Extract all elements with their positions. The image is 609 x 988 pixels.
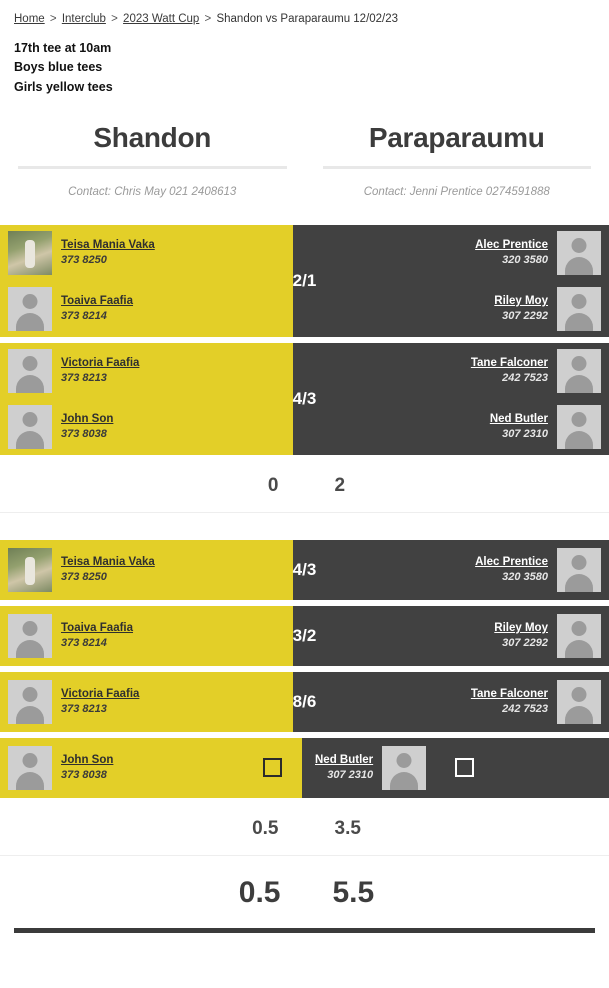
singles-subtotal (0, 804, 609, 856)
player-entry[interactable] (316, 542, 609, 598)
player-id: 373 8214 (61, 310, 107, 323)
home-pair (0, 343, 293, 455)
away-player-side (316, 606, 609, 666)
avatar (557, 680, 601, 724)
avatar (382, 746, 426, 790)
player-entry[interactable] (0, 225, 293, 281)
home-player-side (0, 606, 293, 666)
avatar (557, 287, 601, 331)
match-score: 8/6 (293, 672, 317, 732)
player-name[interactable]: Tane Falconer (470, 687, 548, 700)
player-name[interactable]: Riley Moy (494, 621, 548, 634)
grand-total-home: 0.5 (238, 875, 281, 909)
home-player-side (0, 738, 302, 798)
player-id: 320 3580 (502, 254, 548, 267)
match-row (0, 606, 609, 666)
avatar (8, 614, 52, 658)
avatar (8, 746, 52, 790)
match-score: 4/3 (293, 343, 317, 455)
player-name[interactable]: John Son (61, 753, 114, 766)
halved-checkbox[interactable] (455, 758, 474, 777)
singles-section (0, 540, 609, 856)
player-id: 373 8250 (61, 571, 107, 584)
player-name[interactable]: Riley Moy (494, 294, 548, 307)
player-entry[interactable] (316, 608, 609, 664)
player-entry[interactable] (0, 542, 293, 598)
player-name[interactable]: Victoria Faafia (61, 687, 140, 700)
singles-subtotal-home: 0.5 (252, 817, 279, 839)
breadcrumb-link-interclub[interactable]: Interclub (61, 13, 106, 25)
player-name[interactable]: Tane Falconer (470, 356, 548, 369)
breadcrumb-separator: > (111, 13, 118, 25)
away-player-side (307, 738, 609, 798)
player-name[interactable]: John Son (61, 412, 114, 425)
breadcrumb-link-home[interactable]: Home (14, 13, 45, 25)
foursomes-subtotal-home: 0 (267, 474, 279, 496)
grand-total-away: 5.5 (332, 875, 375, 909)
avatar (8, 349, 52, 393)
player-entry[interactable] (0, 399, 293, 455)
breadcrumb-separator: > (204, 13, 212, 25)
player-id: 307 2310 (502, 428, 548, 441)
away-pair (316, 343, 609, 455)
player-entry[interactable] (316, 399, 609, 455)
player-id: 242 7523 (502, 372, 548, 385)
player-id: 307 2310 (327, 769, 374, 782)
player-entry[interactable] (0, 343, 293, 399)
player-name[interactable]: Teisa Mania Vaka (61, 238, 155, 251)
match-score: 2/1 (293, 225, 317, 337)
breadcrumb-current: Shandon vs Paraparaumu 12/02/23 (216, 13, 399, 25)
avatar (557, 614, 601, 658)
breadcrumb-separator: > (49, 13, 57, 25)
away-team-contact: Contact: Jenni Prentice 0274591888 (363, 185, 550, 198)
avatar (557, 231, 601, 275)
halved-checkbox[interactable] (263, 758, 282, 777)
avatar (8, 680, 52, 724)
foursomes-subtotal (0, 461, 609, 513)
match-row (0, 343, 609, 455)
avatar (8, 548, 52, 592)
breadcrumb-link-watt-cup[interactable]: 2023 Watt Cup (123, 13, 200, 25)
player-entry[interactable] (316, 343, 609, 399)
player-id: 307 2292 (502, 310, 548, 323)
player-entry[interactable] (0, 281, 293, 337)
player-entry[interactable] (316, 674, 609, 730)
player-id: 373 8038 (61, 769, 107, 782)
match-notes (14, 39, 609, 97)
player-id: 373 8213 (61, 372, 107, 385)
breadcrumb (0, 0, 609, 25)
footer-divider (14, 928, 595, 933)
home-player-side (0, 540, 293, 600)
player-id: 320 3580 (502, 571, 548, 584)
team-headers (0, 123, 609, 198)
avatar (8, 405, 52, 449)
avatar (557, 349, 601, 393)
singles-subtotal-away: 3.5 (334, 817, 361, 839)
foursomes-subtotal-away: 2 (334, 474, 346, 496)
avatar (8, 231, 52, 275)
player-entry[interactable] (0, 674, 293, 730)
foursomes-section (0, 225, 609, 513)
player-name[interactable]: Toaiva Faafia (61, 621, 134, 634)
player-name[interactable]: Alec Prentice (475, 555, 548, 568)
match-score: 4/3 (293, 540, 317, 600)
note-line-boys-tees: Boys blue tees (14, 60, 103, 75)
home-team-name: Shandon (93, 122, 212, 154)
player-entry[interactable] (0, 608, 293, 664)
player-id: 373 8213 (61, 703, 107, 716)
player-id: 373 8250 (61, 254, 107, 267)
home-team-header (0, 123, 305, 198)
away-team-header (305, 123, 609, 198)
player-id: 373 8038 (61, 428, 107, 441)
avatar (557, 548, 601, 592)
home-pair (0, 225, 293, 337)
away-player-side (316, 672, 609, 732)
player-name[interactable]: Ned Butler (489, 412, 548, 425)
player-name[interactable]: Ned Butler (315, 753, 374, 766)
match-row (0, 540, 609, 600)
player-entry[interactable] (0, 740, 121, 796)
player-id: 242 7523 (502, 703, 548, 716)
home-team-contact: Contact: Chris May 021 2408613 (68, 185, 237, 198)
player-name[interactable]: Toaiva Faafia (61, 294, 134, 307)
match-row (0, 672, 609, 732)
grand-total-row (0, 862, 609, 928)
player-entry[interactable] (307, 740, 434, 796)
player-name[interactable]: Victoria Faafia (61, 356, 140, 369)
away-team-name: Paraparaumu (368, 122, 545, 154)
player-entry[interactable] (316, 281, 609, 337)
avatar (8, 287, 52, 331)
player-id: 373 8214 (61, 637, 107, 650)
match-row-halved (0, 738, 609, 798)
away-halved-checkbox-cell (434, 758, 494, 777)
home-halved-checkbox-cell (242, 758, 302, 777)
player-name[interactable]: Alec Prentice (475, 238, 548, 251)
player-id: 307 2292 (502, 637, 548, 650)
away-pair (316, 225, 609, 337)
player-entry[interactable] (316, 225, 609, 281)
note-line-girls-tees: Girls yellow tees (14, 79, 113, 94)
note-line-tee-time: 17th tee at 10am (14, 41, 112, 55)
match-score: 3/2 (293, 606, 317, 666)
match-row (0, 225, 609, 337)
avatar (557, 405, 601, 449)
home-player-side (0, 672, 293, 732)
player-name[interactable]: Teisa Mania Vaka (61, 555, 155, 568)
away-player-side (316, 540, 609, 600)
